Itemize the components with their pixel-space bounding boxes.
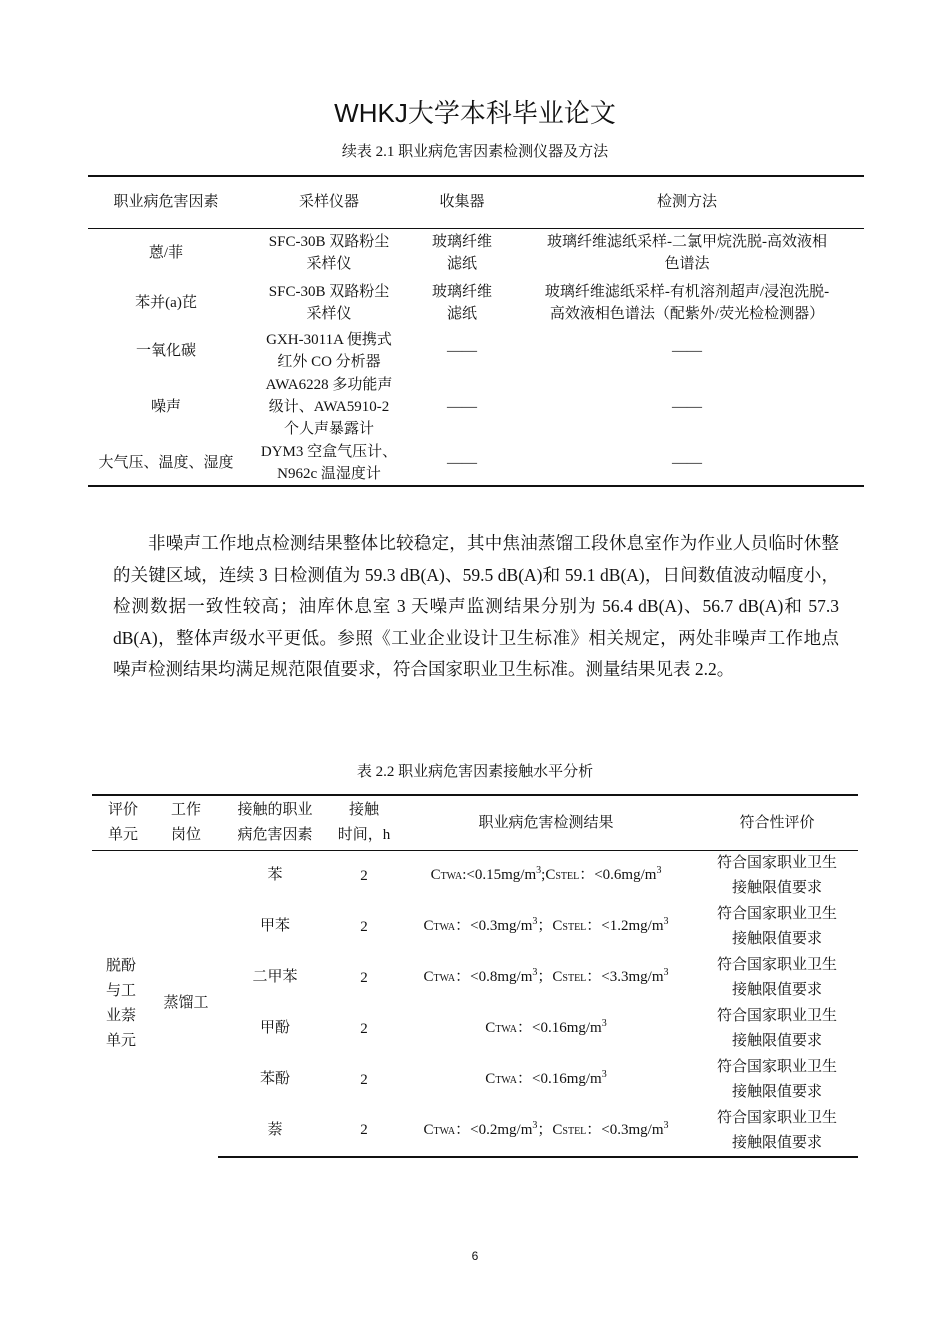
exposure-time-cell: 2 <box>360 1020 368 1037</box>
table-1 <box>88 175 864 487</box>
compliance-line: 接触限值要求 <box>731 931 822 947</box>
dash-mark: —— <box>672 454 702 471</box>
instrument-line: 采样仪 <box>306 256 352 273</box>
table-1-header-cell: 检测方法 <box>510 176 864 228</box>
c-letter: C <box>423 1121 434 1138</box>
c-letter: C <box>485 1020 496 1036</box>
separator: ； <box>537 918 553 934</box>
instrument-cell <box>244 374 414 440</box>
method-cell <box>510 278 864 328</box>
hazard-factor-cell: 蒽/菲 <box>148 245 184 262</box>
cube-superscript: 3 <box>601 1069 607 1080</box>
work-post-cell: 蒸馏工 <box>163 995 209 1012</box>
instrument-cell <box>244 440 414 486</box>
hazard-factor-cell: 甲酚 <box>259 1019 290 1036</box>
detection-result-cell <box>396 953 696 1004</box>
instrument-cell <box>244 228 414 278</box>
stel-value: ：<1.2mg/m <box>586 918 664 934</box>
compliance-line: 符合国家职业卫生 <box>716 957 837 973</box>
table-1-header-cell: 采样仪器 <box>244 176 414 228</box>
collector-cell <box>414 328 510 374</box>
header-exposure-time: 接触 时间，h <box>332 795 396 851</box>
instrument-line: 级计、AWA5910-2 <box>268 399 390 415</box>
twa-subscript: TWA <box>495 1024 517 1035</box>
header-compliance: 符合性评价 <box>696 795 858 851</box>
compliance-cell <box>696 851 858 902</box>
compliance-line: 接触限值要求 <box>731 1134 822 1151</box>
compliance-line: 符合国家职业卫生 <box>716 1008 837 1024</box>
stel-subscript: STEL <box>562 1125 587 1137</box>
eval-unit-line: 业萘 <box>106 1007 137 1024</box>
twa-subscript: TWA <box>433 1125 456 1137</box>
dash-mark: —— <box>672 343 702 359</box>
method-line: 玻璃纤维滤纸采样-有机溶剂超声/浸泡洗脱- <box>544 284 830 300</box>
dash-mark: —— <box>672 399 702 415</box>
table-1-row <box>88 440 864 486</box>
c-letter: C <box>423 969 434 985</box>
exposure-time-cell: 2 <box>332 1106 396 1157</box>
stel-subscript: STEL <box>562 973 587 984</box>
table-2-header-row <box>92 795 858 851</box>
compliance-line: 符合国家职业卫生 <box>716 1059 837 1075</box>
twa-value: ：<0.2mg/m <box>455 1121 533 1138</box>
instrument-cell <box>244 328 414 374</box>
c-letter: C <box>423 918 434 934</box>
compliance-line: 接触限值要求 <box>731 1033 822 1049</box>
collector-line: 玻璃纤维 <box>431 284 492 300</box>
table-1-header-cell: 收集器 <box>414 176 510 228</box>
twa-value: ：<0.8mg/m <box>455 969 533 985</box>
dash-mark: —— <box>447 399 477 415</box>
c-letter: C <box>485 1071 496 1087</box>
hazard-factor-cell: 噪声 <box>150 399 181 415</box>
compliance-line: 符合国家职业卫生 <box>716 906 837 922</box>
stel-value: ：<0.6mg/m <box>579 867 657 884</box>
header-detection-result: 职业病危害检测结果 <box>396 795 696 851</box>
hazard-factor-cell: 苯 <box>267 867 283 883</box>
compliance-cell <box>696 902 858 953</box>
page-number: 6 <box>471 1249 479 1263</box>
collector-cell <box>414 374 510 440</box>
twa-subscript: TWA <box>495 1075 517 1086</box>
table-1-header-cell: 职业病危害因素 <box>88 176 244 228</box>
collector-cell <box>414 228 510 278</box>
table-2 <box>92 794 858 1158</box>
stel-subscript: STEL <box>555 871 580 883</box>
eval-unit-cell <box>92 851 154 1157</box>
page-header-title: WHKJ大学本科毕业论文 <box>334 98 616 128</box>
compliance-cell <box>696 1055 858 1106</box>
cube-superscript: 3 <box>601 1018 607 1029</box>
eval-unit-line: 脱酚 <box>106 957 137 974</box>
c-letter: C <box>545 867 556 884</box>
method-line: 高效液相色谱法（配紫外/荧光检检测器） <box>549 306 825 322</box>
stel-subscript: STEL <box>562 922 587 933</box>
header-eval-unit: 评价 单元 <box>92 795 154 851</box>
hazard-factor-cell: 大气压、温度、湿度 <box>88 440 244 486</box>
separator: ； <box>537 969 553 985</box>
c-letter: C <box>430 867 441 884</box>
separator: ； <box>537 1121 553 1138</box>
paragraph-text: 非噪声工作地点检测结果整体比较稳定，其中焦油蒸馏工段休息室作为作业人员临时休整的关键区域，连续 3 日检测值为 59.3 dB(A)、59.5 dB(A)和 59.1 dB(A)，日间数值波动幅度小，检测数据一致性较高；油库休息室 3 天噪声监测结果分别为 56.4 dB(A)、56.7 dB(A)和 57.3 dB(A)，整体声级水平更低。参照《工业企业设计卫生标准》相关规定，两处非噪声工作地点噪声检测结果均满足规范限值要求，符合国家职业卫生标准。测量结果见表 2.2。 <box>113 533 839 679</box>
instrument-line: SFC-30B 双路粉尘 <box>268 234 390 251</box>
header-hazard-factor: 接触的职业 病危害因素 <box>218 795 332 851</box>
cube-superscript: 3 <box>663 916 669 927</box>
exposure-time-cell: 2 <box>360 1071 368 1088</box>
detection-result-cell <box>396 1106 696 1157</box>
compliance-line: 符合国家职业卫生 <box>716 855 837 872</box>
detection-result-cell <box>396 902 696 953</box>
table-2-caption: 表 2.2 职业病危害因素接触水平分析 <box>356 764 594 780</box>
cube-superscript: 3 <box>536 865 542 877</box>
hazard-factor-cell: 苯并(a)芘 <box>135 295 197 311</box>
hazard-factor-cell: 萘 <box>218 1106 332 1157</box>
dash-mark: —— <box>447 454 477 471</box>
exposure-time-cell: 2 <box>360 969 368 986</box>
detection-result-cell <box>396 851 696 902</box>
twa-subscript: TWA <box>440 871 463 883</box>
compliance-line: 接触限值要求 <box>731 880 822 897</box>
stel-value: ：<0.3mg/m <box>586 1121 664 1138</box>
instrument-line: 个人声暴露计 <box>283 421 374 437</box>
instrument-line: AWA6228 多功能声 <box>265 377 393 393</box>
hazard-factor-cell: 苯酚 <box>259 1070 290 1087</box>
compliance-line: 接触限值要求 <box>731 982 822 998</box>
detection-result-cell <box>396 1004 696 1055</box>
body-paragraph <box>113 528 839 686</box>
c-letter: C <box>552 969 563 985</box>
twa-subscript: TWA <box>433 922 456 933</box>
twa-value: ：<0.3mg/m <box>455 918 533 934</box>
eval-unit-line: 与工 <box>106 982 137 999</box>
c-letter: C <box>552 918 563 934</box>
instrument-line: GXH-3011A 便携式 <box>266 332 392 348</box>
stel-value: ：<3.3mg/m <box>586 969 664 985</box>
method-cell <box>510 374 864 440</box>
dash-mark: —— <box>447 343 477 359</box>
cube-superscript: 3 <box>532 967 538 978</box>
cube-superscript: 3 <box>663 1119 669 1131</box>
collector-line: 滤纸 <box>446 256 477 273</box>
method-line: 玻璃纤维滤纸采样-二氯甲烷洗脱-高效液相 <box>547 234 827 251</box>
cube-superscript: 3 <box>656 865 662 877</box>
instrument-line: 红外 CO 分析器 <box>277 354 381 370</box>
collector-cell <box>414 440 510 486</box>
hazard-factor-cell: 甲苯 <box>259 917 290 934</box>
exposure-time-cell: 2 <box>360 867 368 884</box>
compliance-cell <box>696 1004 858 1055</box>
compliance-cell <box>696 1106 858 1157</box>
table-1-row <box>88 328 864 374</box>
hazard-factor-cell: 二甲苯 <box>252 968 298 985</box>
method-cell <box>510 228 864 278</box>
table-1-row <box>88 374 864 440</box>
cube-superscript: 3 <box>532 916 538 927</box>
collector-line: 玻璃纤维 <box>431 234 492 251</box>
collector-line: 滤纸 <box>446 306 477 322</box>
instrument-line: DYM3 空盒气压计、 <box>260 443 398 460</box>
table-1-row <box>88 278 864 328</box>
eval-unit-line: 单元 <box>106 1032 137 1049</box>
exposure-time-cell: 2 <box>360 918 368 935</box>
instrument-line: 采样仪 <box>306 306 352 322</box>
twa-value: ：<0.16mg/m <box>516 1071 602 1087</box>
twa-value: :<0.15mg/m <box>462 867 537 884</box>
twa-value: ：<0.16mg/m <box>516 1020 602 1036</box>
c-letter: C <box>552 1121 563 1138</box>
compliance-cell <box>696 953 858 1004</box>
table-1-row <box>88 228 864 278</box>
table-2-row <box>92 851 858 902</box>
twa-subscript: TWA <box>433 973 456 984</box>
collector-cell <box>414 278 510 328</box>
header-work-post: 工作 岗位 <box>154 795 218 851</box>
method-cell <box>510 440 864 486</box>
table-1-header-row <box>88 176 864 228</box>
separator: ; <box>541 867 546 884</box>
hazard-factor-cell: 一氧化碳 <box>135 343 196 359</box>
method-cell <box>510 328 864 374</box>
detection-result-cell <box>396 1055 696 1106</box>
instrument-line: N962c 温湿度计 <box>277 465 381 482</box>
instrument-line: SFC-30B 双路粉尘 <box>268 284 390 300</box>
instrument-cell <box>244 278 414 328</box>
method-line: 色谱法 <box>664 256 710 273</box>
cube-superscript: 3 <box>532 1119 538 1131</box>
cube-superscript: 3 <box>663 967 669 978</box>
compliance-line: 符合国家职业卫生 <box>716 1109 837 1126</box>
table-1-caption: 续表 2.1 职业病危害因素检测仪器及方法 <box>341 144 609 160</box>
compliance-line: 接触限值要求 <box>731 1084 822 1100</box>
